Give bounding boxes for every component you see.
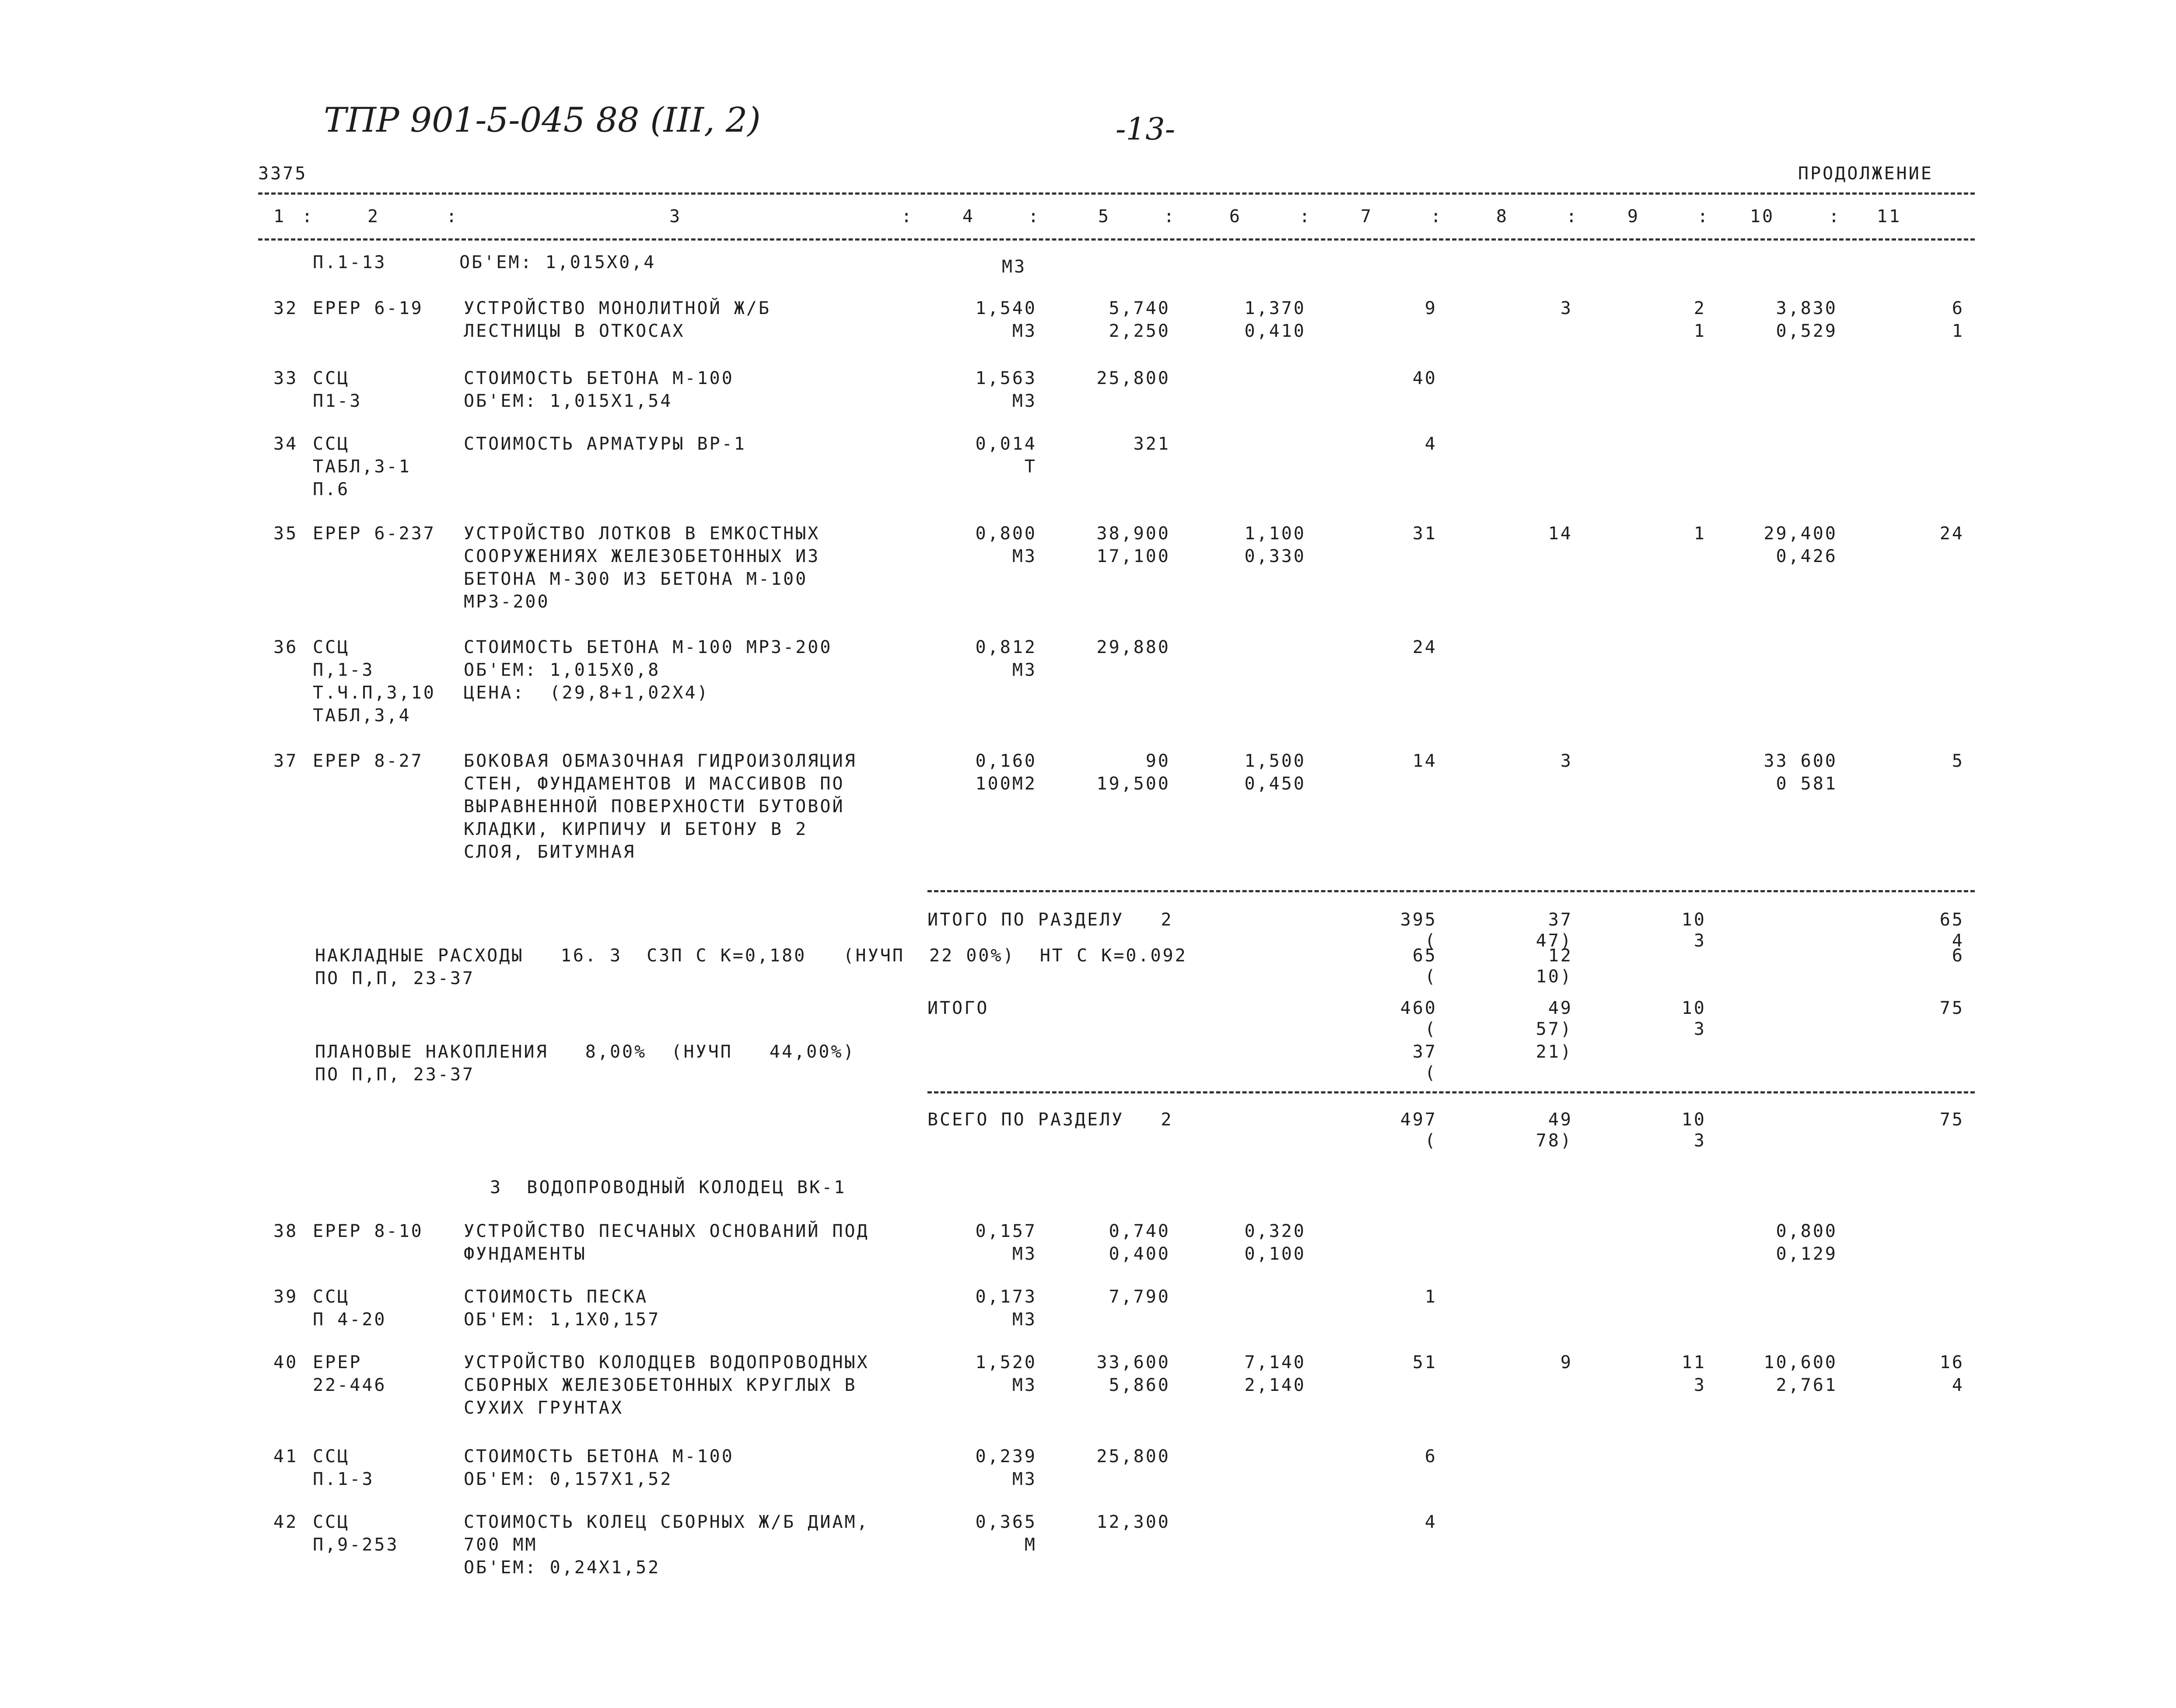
row-cell-c4: 0,812 bbox=[975, 637, 1037, 657]
row-number: 35 bbox=[273, 524, 298, 544]
row-cell-c4: 0,014 bbox=[975, 434, 1037, 454]
column-header: 9 bbox=[1627, 206, 1640, 227]
row-code: П.1-3 bbox=[313, 1469, 374, 1489]
row-code: П1-3 bbox=[313, 391, 362, 411]
summary-label: ПО П,П, 23-37 bbox=[315, 1065, 475, 1085]
row-code: ССЦ bbox=[313, 1512, 350, 1532]
row-description: СТОИМОСТЬ БЕТОНА М-100 bbox=[464, 1446, 734, 1467]
row-code: ССЦ bbox=[313, 1446, 350, 1467]
row-description: СБОРНЫХ ЖЕЛЕЗОБЕТОННЫХ КРУГЛЫХ В bbox=[464, 1375, 857, 1395]
row-code: ТАБЛ,3-1 bbox=[313, 457, 411, 477]
summary-value-c9: 10 bbox=[1681, 998, 1706, 1018]
row-cell-c8: 3 bbox=[1560, 751, 1573, 771]
row-number: 41 bbox=[273, 1446, 298, 1467]
summary-value-c11: 65 bbox=[1939, 910, 1964, 930]
row-description: 700 ММ bbox=[464, 1535, 538, 1555]
row-description: ОБ'ЕМ: 1,015Х0,4 bbox=[459, 252, 656, 272]
row-cell-c5: 7,790 bbox=[1109, 1287, 1170, 1307]
row-code: ТАБЛ,3,4 bbox=[313, 706, 411, 726]
row-cell-c4: М3 bbox=[1012, 546, 1037, 566]
row-cell-c11: 24 bbox=[1939, 524, 1964, 544]
row-description: СТОИМОСТЬ ПЕСКА bbox=[464, 1287, 648, 1307]
column-separator: : bbox=[302, 206, 315, 227]
row-cell-c4: М3 bbox=[1012, 1469, 1037, 1489]
summary-value-c8: 57) bbox=[1536, 1019, 1573, 1039]
summary-value-c8: 12 bbox=[1548, 946, 1573, 966]
summary-value-c9: 3 bbox=[1693, 931, 1706, 951]
row-code: П,9-253 bbox=[313, 1535, 399, 1555]
row-cell-c4: Т bbox=[1024, 457, 1037, 477]
summary-value-c7: 460 bbox=[1400, 998, 1437, 1018]
row-number: 34 bbox=[273, 434, 298, 454]
row-cell-c5: 90 bbox=[1145, 751, 1170, 771]
row-cell-c7: 1 bbox=[1424, 1287, 1437, 1307]
row-description: СООРУЖЕНИЯХ ЖЕЛЕЗОБЕТОННЫХ ИЗ bbox=[464, 546, 820, 566]
row-cell-c9: 11 bbox=[1681, 1352, 1706, 1373]
row-description: БОКОВАЯ ОБМАЗОЧНАЯ ГИДРОИЗОЛЯЦИЯ bbox=[464, 751, 857, 771]
row-cell-c8: 3 bbox=[1560, 298, 1573, 318]
summary-value-c8: 37 bbox=[1548, 910, 1573, 930]
row-cell-c4: 0,365 bbox=[975, 1512, 1037, 1532]
row-cell-c11: 6 bbox=[1952, 298, 1964, 318]
row-cell-c8: 9 bbox=[1560, 1352, 1573, 1373]
row-cell-c8: 14 bbox=[1548, 524, 1573, 544]
row-code: П 4-20 bbox=[313, 1310, 387, 1330]
row-description: СУХИХ ГРУНТАХ bbox=[464, 1398, 624, 1418]
row-cell-c4: М3 bbox=[1012, 391, 1037, 411]
summary-value-c11: 75 bbox=[1939, 1110, 1964, 1130]
row-number: 42 bbox=[273, 1512, 298, 1532]
row-cell-c6: 1,500 bbox=[1244, 751, 1306, 771]
row-cell-c7: 9 bbox=[1424, 298, 1437, 318]
row-cell-c5: 19,500 bbox=[1096, 774, 1170, 794]
row-cell-c10: 33 600 bbox=[1763, 751, 1837, 771]
row-description: ОБ'ЕМ: 0,157Х1,52 bbox=[464, 1469, 673, 1489]
summary-top-rule bbox=[927, 890, 1975, 892]
summary-value-c7: 37 bbox=[1412, 1042, 1437, 1062]
row-cell-c6: 0,410 bbox=[1244, 321, 1306, 341]
row-description: ФУНДАМЕНТЫ bbox=[464, 1244, 587, 1264]
row-code: П,1-3 bbox=[313, 660, 374, 680]
section-title: 3 ВОДОПРОВОДНЫЙ КОЛОДЕЦ ВК-1 bbox=[490, 1177, 847, 1198]
row-cell-c6: 2,140 bbox=[1244, 1375, 1306, 1395]
row-cell-c5: 12,300 bbox=[1096, 1512, 1170, 1532]
header-bottom-rule bbox=[258, 238, 1975, 241]
summary-value-c7: 497 bbox=[1400, 1110, 1437, 1130]
row-cell-c6: 0,100 bbox=[1244, 1244, 1306, 1264]
row-cell-c6: 0,330 bbox=[1244, 546, 1306, 566]
row-cell-c10: 0,800 bbox=[1776, 1221, 1837, 1241]
row-cell-c5: 5,860 bbox=[1109, 1375, 1170, 1395]
row-number: 38 bbox=[273, 1221, 298, 1241]
row-cell-c4: 100М2 bbox=[975, 774, 1037, 794]
summary-value-c11: 75 bbox=[1939, 998, 1964, 1018]
row-cell-c7: 31 bbox=[1412, 524, 1437, 544]
row-cell-c4: М3 bbox=[1012, 1375, 1037, 1395]
row-code: П.1-13 bbox=[313, 252, 387, 272]
column-separator: : bbox=[1697, 206, 1710, 227]
summary-value-c9: 10 bbox=[1681, 1110, 1706, 1130]
row-cell-c10: 29,400 bbox=[1763, 524, 1837, 544]
row-cell-c6: 1,100 bbox=[1244, 524, 1306, 544]
row-number: 32 bbox=[273, 298, 298, 318]
row-number: 39 bbox=[273, 1287, 298, 1307]
row-cell-c7: 6 bbox=[1424, 1446, 1437, 1467]
row-cell-c11: 5 bbox=[1952, 751, 1964, 771]
row-number: 33 bbox=[273, 368, 298, 388]
row-cell-c10: 0,129 bbox=[1776, 1244, 1837, 1264]
column-header: 3 bbox=[669, 206, 682, 227]
column-header: 4 bbox=[962, 206, 975, 227]
doc-number: 3375 bbox=[258, 164, 308, 184]
summary-value-c8: 47) bbox=[1536, 931, 1573, 951]
row-cell-c7: 14 bbox=[1412, 751, 1437, 771]
row-cell-c6: 0,320 bbox=[1244, 1221, 1306, 1241]
row-cell-c10: 10,600 bbox=[1763, 1352, 1837, 1373]
summary-value-c7: ( bbox=[1424, 967, 1437, 987]
summary-label: ИТОГО bbox=[927, 998, 989, 1018]
column-separator: : bbox=[1566, 206, 1579, 227]
row-cell-c7: 40 bbox=[1412, 368, 1437, 388]
row-cell-c4: 0,160 bbox=[975, 751, 1037, 771]
column-header: 8 bbox=[1496, 206, 1509, 227]
row-cell-c4: М3 bbox=[1012, 660, 1037, 680]
row-cell-c10: 3,830 bbox=[1776, 298, 1837, 318]
row-cell-c5: 2,250 bbox=[1109, 321, 1170, 341]
row-number: 40 bbox=[273, 1352, 298, 1373]
row-cell-c5: 17,100 bbox=[1096, 546, 1170, 566]
summary-label: ВСЕГО ПО РАЗДЕЛУ 2 bbox=[927, 1110, 1173, 1130]
handwritten-doc-code: ТПР 901-5-045 88 (III, 2) bbox=[324, 101, 761, 140]
row-cell-c5: 33,600 bbox=[1096, 1352, 1170, 1373]
summary-value-c9: 10 bbox=[1681, 910, 1706, 930]
row-cell-c9: 1 bbox=[1693, 524, 1706, 544]
row-description: СТЕН, ФУНДАМЕНТОВ И МАССИВОВ ПО bbox=[464, 774, 845, 794]
row-description: УСТРОЙСТВО МОНОЛИТНОЙ Ж/Б bbox=[464, 298, 771, 318]
column-header: 10 bbox=[1750, 206, 1775, 227]
page-number: -13- bbox=[1116, 111, 1175, 147]
row-cell-c4: М3 bbox=[1012, 321, 1037, 341]
row-cell-c7: 4 bbox=[1424, 434, 1437, 454]
row-description: ВЫРАВНЕННОЙ ПОВЕРХНОСТИ БУТОВОЙ bbox=[464, 796, 845, 817]
row-code: ЕРЕР bbox=[313, 1352, 362, 1373]
header-top-rule bbox=[258, 192, 1975, 195]
summary-label: ПО П,П, 23-37 bbox=[315, 968, 475, 988]
row-cell-c10: 0 581 bbox=[1776, 774, 1837, 794]
summary-value-c7: ( bbox=[1424, 1019, 1437, 1039]
row-cell-c9: 2 bbox=[1693, 298, 1706, 318]
row-cell-c6: 7,140 bbox=[1244, 1352, 1306, 1373]
summary-label: НАКЛАДНЫЕ РАСХОДЫ 16. 3 СЗП С К=0,180 (НУЧП 22 00%) НТ С К=0.092 bbox=[315, 946, 1187, 966]
row-description: ОБ'ЕМ: 1,015Х1,54 bbox=[464, 391, 673, 411]
row-code: 22-446 bbox=[313, 1375, 387, 1395]
summary-value-c11: 6 bbox=[1952, 946, 1964, 966]
column-header: 11 bbox=[1877, 206, 1902, 227]
column-header: 7 bbox=[1361, 206, 1373, 227]
row-cell-c6: 0,450 bbox=[1244, 774, 1306, 794]
summary-value-c7: 395 bbox=[1400, 910, 1437, 930]
summary-total-rule bbox=[927, 1091, 1975, 1093]
row-code: ЕРЕР 8-27 bbox=[313, 751, 423, 771]
row-description: КЛАДКИ, КИРПИЧУ И БЕТОНУ В 2 bbox=[464, 819, 808, 839]
summary-value-c11: 4 bbox=[1952, 931, 1964, 951]
row-description: СТОИМОСТЬ БЕТОНА М-100 МРЗ-200 bbox=[464, 637, 833, 657]
row-cell-c5: 0,400 bbox=[1109, 1244, 1170, 1264]
row-number: 36 bbox=[273, 637, 298, 657]
row-cell-c5: 25,800 bbox=[1096, 368, 1170, 388]
row-cell-c10: 0,529 bbox=[1776, 321, 1837, 341]
row-cell-c4: М bbox=[1024, 1535, 1037, 1555]
row-code: ССЦ bbox=[313, 434, 350, 454]
column-header: 5 bbox=[1098, 206, 1111, 227]
row-cell-c10: 0,426 bbox=[1776, 546, 1837, 566]
row-code: ЕРЕР 6-237 bbox=[313, 524, 436, 544]
row-cell-c7: 4 bbox=[1424, 1512, 1437, 1532]
column-separator: : bbox=[446, 206, 459, 227]
row-code: Т.Ч.П,3,10 bbox=[313, 683, 436, 703]
summary-value-c9: 3 bbox=[1693, 1131, 1706, 1151]
row-unit: М3 bbox=[1002, 257, 1027, 277]
row-number: 37 bbox=[273, 751, 298, 771]
row-description: СТОИМОСТЬ АРМАТУРЫ ВР-1 bbox=[464, 434, 746, 454]
summary-value-c8: 21) bbox=[1536, 1042, 1573, 1062]
summary-value-c7: 65 bbox=[1412, 946, 1437, 966]
column-header: 2 bbox=[367, 206, 380, 227]
row-code: ЕРЕР 6-19 bbox=[313, 298, 423, 318]
column-header: 1 bbox=[273, 206, 286, 227]
row-cell-c5: 38,900 bbox=[1096, 524, 1170, 544]
row-description: УСТРОЙСТВО КОЛОДЦЕВ ВОДОПРОВОДНЫХ bbox=[464, 1352, 869, 1373]
column-separator: : bbox=[1431, 206, 1443, 227]
summary-value-c8: 49 bbox=[1548, 1110, 1573, 1130]
row-description: БЕТОНА М-300 ИЗ БЕТОНА М-100 bbox=[464, 569, 808, 589]
column-separator: : bbox=[1829, 206, 1841, 227]
row-cell-c11: 4 bbox=[1952, 1375, 1964, 1395]
row-cell-c9: 3 bbox=[1693, 1375, 1706, 1395]
row-cell-c5: 25,800 bbox=[1096, 1446, 1170, 1467]
row-description: СЛОЯ, БИТУМНАЯ bbox=[464, 842, 636, 862]
row-cell-c7: 24 bbox=[1412, 637, 1437, 657]
row-code: ССЦ bbox=[313, 1287, 350, 1307]
column-separator: : bbox=[1164, 206, 1176, 227]
row-description: ЦЕНА: (29,8+1,02Х4) bbox=[464, 683, 710, 703]
column-header: 6 bbox=[1229, 206, 1242, 227]
row-cell-c4: 1,520 bbox=[975, 1352, 1037, 1373]
summary-value-c8: 78) bbox=[1536, 1131, 1573, 1151]
row-description: ОБ'ЕМ: 0,24Х1,52 bbox=[464, 1558, 661, 1578]
summary-value-c7: ( bbox=[1424, 1063, 1437, 1083]
row-description: МРЗ-200 bbox=[464, 592, 550, 612]
row-cell-c5: 321 bbox=[1133, 434, 1170, 454]
row-cell-c11: 16 bbox=[1939, 1352, 1964, 1373]
summary-value-c8: 49 bbox=[1548, 998, 1573, 1018]
column-separator: : bbox=[901, 206, 914, 227]
row-description: ОБ'ЕМ: 1,1Х0,157 bbox=[464, 1310, 661, 1330]
row-description: СТОИМОСТЬ КОЛЕЦ СБОРНЫХ Ж/Б ДИАМ, bbox=[464, 1512, 869, 1532]
row-cell-c9: 1 bbox=[1693, 321, 1706, 341]
row-description: СТОИМОСТЬ БЕТОНА М-100 bbox=[464, 368, 734, 388]
row-code: ЕРЕР 8-10 bbox=[313, 1221, 423, 1241]
row-code: ССЦ bbox=[313, 368, 350, 388]
row-description: ЛЕСТНИЦЫ В ОТКОСАХ bbox=[464, 321, 685, 341]
row-cell-c4: 0,173 bbox=[975, 1287, 1037, 1307]
row-cell-c5: 5,740 bbox=[1109, 298, 1170, 318]
row-cell-c7: 51 bbox=[1412, 1352, 1437, 1373]
summary-label: ПЛАНОВЫЕ НАКОПЛЕНИЯ 8,00% (НУЧП 44,00%) bbox=[315, 1042, 856, 1062]
summary-value-c7: ( bbox=[1424, 931, 1437, 951]
row-cell-c4: 0,239 bbox=[975, 1446, 1037, 1467]
column-separator: : bbox=[1299, 206, 1312, 227]
summary-label: ИТОГО ПО РАЗДЕЛУ 2 bbox=[927, 910, 1173, 930]
row-cell-c10: 2,761 bbox=[1776, 1375, 1837, 1395]
row-cell-c6: 1,370 bbox=[1244, 298, 1306, 318]
row-cell-c4: 1,540 bbox=[975, 298, 1037, 318]
row-cell-c4: М3 bbox=[1012, 1310, 1037, 1330]
column-separator: : bbox=[1028, 206, 1041, 227]
summary-value-c9: 3 bbox=[1693, 1019, 1706, 1039]
row-cell-c4: 1,563 bbox=[975, 368, 1037, 388]
row-cell-c5: 0,740 bbox=[1109, 1221, 1170, 1241]
row-description: ОБ'ЕМ: 1,015Х0,8 bbox=[464, 660, 661, 680]
row-code: П.6 bbox=[313, 479, 350, 499]
row-code: ССЦ bbox=[313, 637, 350, 657]
continuation-label: ПРОДОЛЖЕНИЕ bbox=[1798, 164, 1933, 184]
summary-value-c7: ( bbox=[1424, 1131, 1437, 1151]
row-cell-c4: 0,800 bbox=[975, 524, 1037, 544]
row-cell-c4: 0,157 bbox=[975, 1221, 1037, 1241]
row-cell-c4: М3 bbox=[1012, 1244, 1037, 1264]
row-cell-c11: 1 bbox=[1952, 321, 1964, 341]
row-description: УСТРОЙСТВО ЛОТКОВ В ЕМКОСТНЫХ bbox=[464, 524, 820, 544]
summary-value-c8: 10) bbox=[1536, 967, 1573, 987]
row-description: УСТРОЙСТВО ПЕСЧАНЫХ ОСНОВАНИЙ ПОД bbox=[464, 1221, 869, 1241]
row-cell-c5: 29,880 bbox=[1096, 637, 1170, 657]
